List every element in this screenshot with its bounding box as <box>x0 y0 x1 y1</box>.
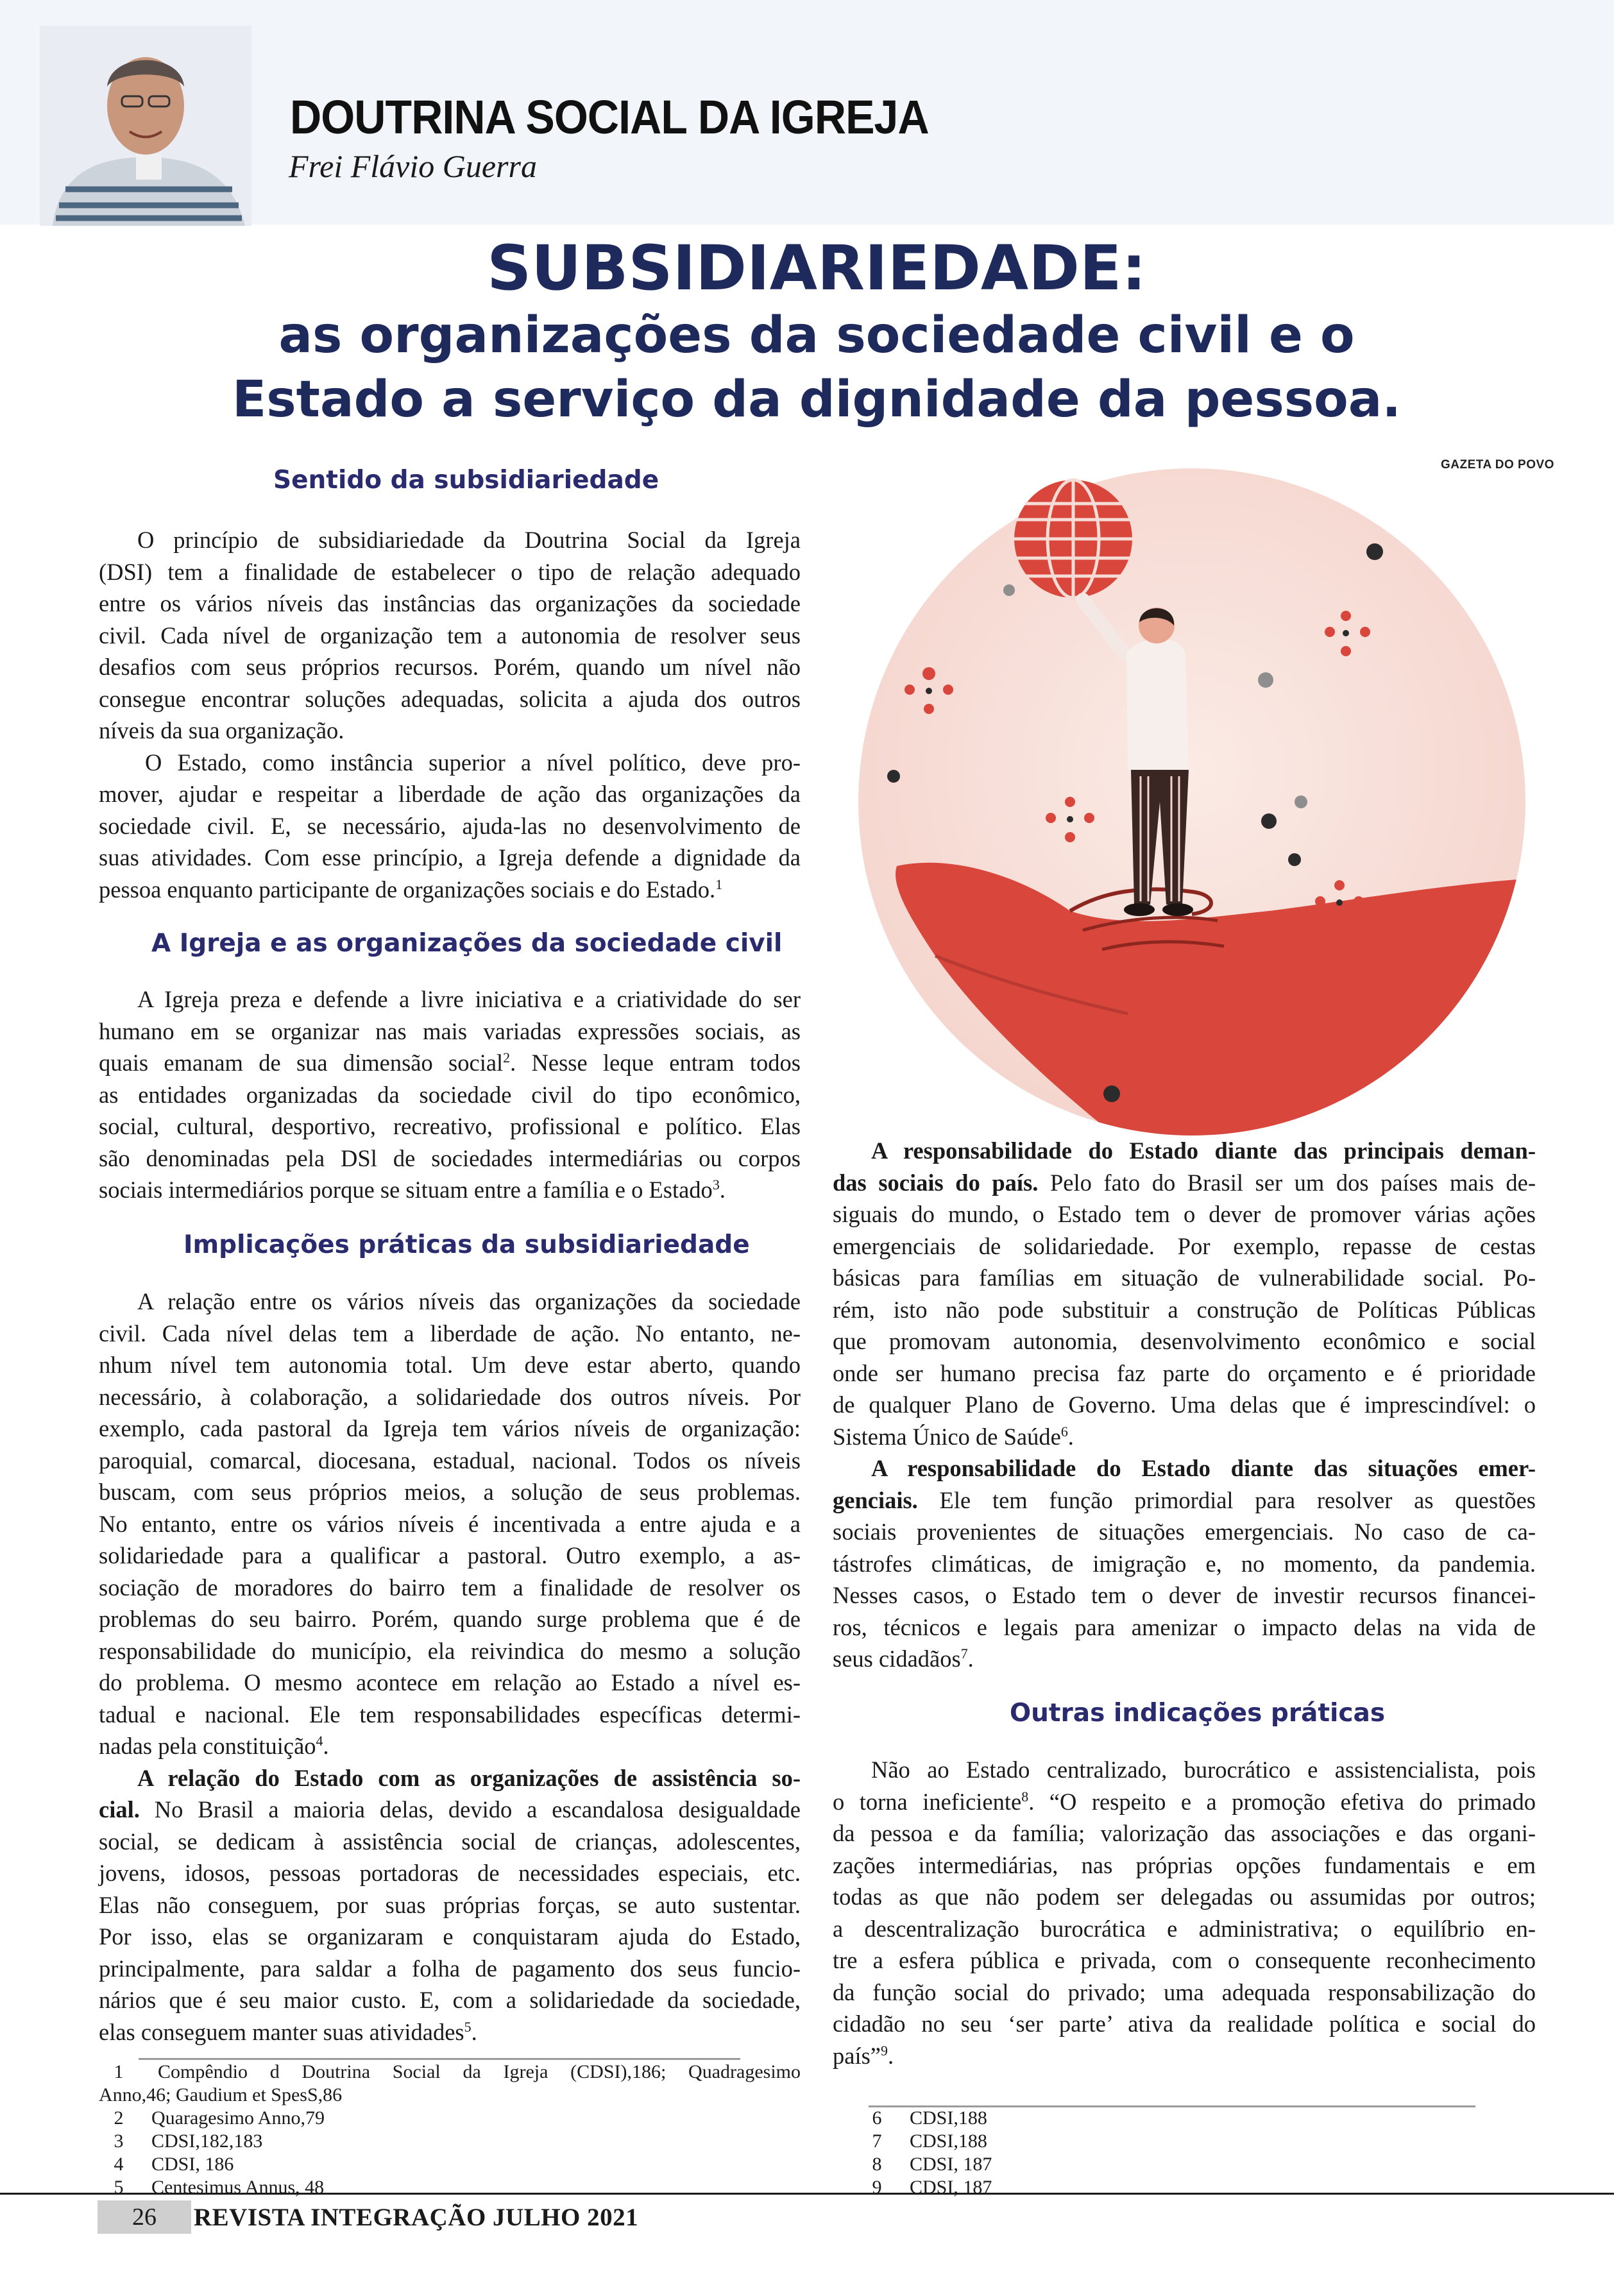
footnotes-left <box>99 2061 801 2199</box>
text-line: Elas não conseguem, por suas próprias forças, se auto sustentar. <box>99 1891 801 1918</box>
article-title: SUBSIDIARIEDADE: <box>487 232 1146 304</box>
text-line: A responsabilidade do Estado diante das principais deman- <box>871 1137 1536 1164</box>
footnote-item: 4 CDSI, 186 <box>114 2154 234 2175</box>
text-line: são denominadas pela DSl de sociedades intermediárias ou corpos <box>99 1144 801 1171</box>
text-line: entre os vários níveis das instâncias das organizações da sociedade <box>99 590 801 617</box>
footer-rule <box>0 2193 1614 2195</box>
footnote-ref: 2 <box>503 1049 511 1066</box>
footnote-item: 2 Quaragesimo Anno,79 <box>114 2107 325 2129</box>
text-line: emergenciais de solidariedade. Por exemplo, repasse de cestas <box>833 1232 1536 1259</box>
footnotes-right <box>857 2107 1242 2199</box>
text-line: cial. No Brasil a maioria delas, devido a escandalosa desigualdade <box>99 1796 801 1823</box>
text-line: O Estado, como instância superior a nível político, deve pro- <box>145 749 801 776</box>
text-line: da pessoa e da família; valorização das associações e das organi- <box>833 1820 1536 1846</box>
text-line: social, cultural, desportivo, recreativo, profissional e político. Elas <box>99 1113 801 1139</box>
text-line: das sociais do país. Pelo fato do Brasil ser um dos países mais de- <box>833 1169 1536 1196</box>
globe-hand-illustration <box>858 468 1525 1135</box>
footnote-item: 8 CDSI, 187 <box>872 2154 992 2175</box>
text-line: mover, ajudar e respeitar a liberdade de ação das organizações da <box>99 781 801 807</box>
text-line: O princípio de subsidiariedade da Doutrina Social da Igreja <box>137 527 801 553</box>
text-line: da função social do privado; uma adequada responsabilização do <box>833 1978 1536 2005</box>
footnote-item-cont: Anno,46; Gaudium et SpesS,86 <box>99 2084 343 2105</box>
text-line: sociais provenientes de situações emergenciais. No caso de ca- <box>833 1518 1536 1545</box>
page-number: 26 <box>132 2204 157 2231</box>
text-line: exemplo, cada pastoral da Igreja tem vários níveis de organização: <box>99 1415 801 1441</box>
paragraph-sentido-1 <box>99 524 801 905</box>
text-line: problemas do seu bairro. Porém, quando surge problema que é de <box>99 1606 801 1632</box>
article-subtitle-line-2: Estado a serviço da dignidade da pessoa. <box>232 371 1402 429</box>
footnote-ref: 1 <box>715 876 723 892</box>
text-line: seus cidadãos$^7$. <box>833 1645 974 1672</box>
text-line: principalmente, para saldar a folha de pagamento dos seus funcio- <box>99 1955 801 1982</box>
article-subtitle-line-1: as organizações da sociedade civil e o <box>278 307 1355 364</box>
text-line: siguais do mundo, o Estado tem o dever de promover várias ações <box>833 1201 1536 1227</box>
footnote-rule-left <box>139 2058 740 2060</box>
text-line: sociais intermediários porque se situam entre a família e o Estado$^3$. <box>99 1176 726 1203</box>
text-line: o torna ineficiente$^8$. “O respeito e a promoção efetiva do primado <box>833 1788 1536 1815</box>
text-line: A responsabilidade do Estado diante das situações emer- <box>871 1455 1536 1481</box>
text-line: No entanto, entre os vários níveis é incentivada a entre ajuda e a <box>99 1510 801 1537</box>
section-heading-implicacoes: Implicações práticas da subsidiariedade <box>183 1230 750 1259</box>
footnote-ref: 9 <box>881 2042 888 2059</box>
footnote-item: 9 CDSI, 187 <box>872 2177 992 2198</box>
text-line: ros, técnicos e legais para amenizar o impacto delas na vida de <box>833 1613 1536 1640</box>
text-line: de qualquer Plano de Governo. Uma delas que é imprescindível: o <box>833 1391 1536 1418</box>
text-line: genciais. Ele tem função primordial para resolver as questões <box>833 1486 1536 1513</box>
text-line: Por isso, elas se organizaram e conquistaram ajuda do Estado, <box>99 1923 801 1950</box>
text-line: tástrofes climáticas, de imigração e, no momento, da pandemia. <box>833 1550 1536 1577</box>
text-line: nhum nível tem autonomia total. Um deve estar aberto, quando <box>99 1352 801 1378</box>
text-line: nários que é seu maior custo. E, com a solidariedade da sociedade, <box>99 1987 801 2013</box>
text-line: A relação do Estado com as organizações de assistência so- <box>137 1764 801 1791</box>
footnote-item: 5 Centesimus Annus, 48 <box>114 2177 325 2198</box>
paragraph-igreja <box>99 983 801 1206</box>
footnote-ref: 4 <box>316 1732 323 1749</box>
text-line: (DSI) tem a finalidade de estabelecer o tipo de relação adequado <box>99 558 801 585</box>
footnote-ref: 6 <box>1060 1423 1068 1440</box>
text-line: níveis da sua organização. <box>99 717 344 744</box>
text-line: Sistema Único de Saúde$^6$. <box>833 1423 1074 1450</box>
text-line: quais emanam de sua dimensão social$^2$. Nesse leque entram todos <box>99 1049 801 1076</box>
text-line: paroquial, comarcal, diocesana, estadual, nacional. Todos os níveis <box>99 1447 801 1474</box>
text-line: Nesses casos, o Estado tem o dever de investir recursos financei- <box>833 1582 1536 1608</box>
text-line: as entidades organizadas da sociedade civil do tipo econômico, <box>99 1081 801 1108</box>
footnote-item: 3 CDSI,182,183 <box>114 2130 263 2152</box>
text-line: a descentralização burocrática e administrativa; o equilíbrio en- <box>833 1915 1536 1942</box>
text-line: cidadão no seu ‘ser parte’ ativa da realidade política e social do <box>833 2011 1536 2037</box>
text-line: responsabilidade do município, ela reivindica do mesmo a solução <box>99 1637 801 1664</box>
footnote-item: 6 CDSI,188 <box>872 2107 987 2129</box>
text-line: consegue encontrar soluções adequadas, solicita a ajuda dos outros <box>99 685 801 712</box>
text-line: civil. Cada nível de organização tem a autonomia de resolver seus <box>99 622 801 649</box>
column-author: Frei Flávio Guerra <box>289 148 537 184</box>
text-line: pessoa enquanto participante de organizações sociais e do Estado.$^1$ <box>99 876 723 903</box>
section-heading-igreja: A Igreja e as organizações da sociedade civil <box>151 929 783 958</box>
text-line: jovens, idosos, pessoas portadoras de necessidades especiais, etc. <box>99 1860 801 1886</box>
footnote-ref: 7 <box>960 1645 968 1662</box>
text-line: básicas para famílias em situação de vulnerabilidade social. Po- <box>833 1264 1536 1291</box>
text-line: desafios com seus próprios recursos. Porém, quando um nível não <box>99 654 801 680</box>
text-line: tre a esfera pública e privada, com o consequente reconhecimento <box>833 1947 1536 1973</box>
text-line: humano em se organizar nas mais variadas expressões sociais, as <box>99 1017 801 1044</box>
text-line: nadas pela constituição$^4$. <box>99 1732 329 1759</box>
text-line: sociedade civil. E, se necessário, ajuda-las no desenvolvimento de <box>99 812 801 839</box>
text-line: solidariedade para a qualificar a pastoral. Outro exemplo, a as- <box>99 1542 801 1569</box>
text-line: Não ao Estado centralizado, burocrático e assistencialista, pois <box>871 1756 1536 1783</box>
section-heading-sentido: Sentido da subsidiariedade <box>273 466 659 495</box>
footnote-item: 7 CDSI,188 <box>872 2130 987 2152</box>
paragraph-outras <box>833 1754 1536 2071</box>
text-line: que promovam autonomia, desenvolvimento econômico e social <box>833 1328 1536 1354</box>
text-line: civil. Cada nível delas tem a liberdade de ação. No entanto, ne- <box>99 1320 801 1347</box>
author-photo <box>40 26 251 226</box>
footnote-ref: 5 <box>464 2018 471 2035</box>
paragraph-responsabilidade-demandas <box>833 1135 1536 1675</box>
footnote-ref: 8 <box>1021 1788 1029 1805</box>
text-line: país”$^9$. <box>833 2042 894 2069</box>
text-line: onde ser humano precisa faz parte do orçamento e é prioridade <box>833 1359 1536 1386</box>
text-line: zações intermediárias, nas próprias opções fundamentais e em <box>833 1851 1536 1878</box>
text-line: sociação de moradores do bairro tem a finalidade de resolver os <box>99 1574 801 1601</box>
footnote-ref: 3 <box>712 1176 720 1193</box>
section-heading-outras: Outras indicações práticas <box>1010 1699 1386 1728</box>
text-line: todas as que não podem ser delegadas ou assumidas por outros; <box>833 1884 1536 1910</box>
text-line: A Igreja preza e defende a livre iniciativa e a criatividade do ser <box>137 986 801 1012</box>
text-line: suas atividades. Com esse princípio, a Igreja defende a dignidade da <box>99 844 801 871</box>
paragraph-implicacoes <box>99 1286 801 2048</box>
text-line: elas conseguem manter suas atividades$^5$. <box>99 2018 477 2045</box>
text-line: buscam, com seus próprios meios, a solução de seus problemas. <box>99 1479 801 1505</box>
text-line: do problema. O mesmo acontece em relação ao Estado a nível es- <box>99 1669 801 1696</box>
footer-publication: REVISTA INTEGRAÇÃO JULHO 2021 <box>194 2204 639 2231</box>
footnote-item: 1 Compêndio d Doutrina Social da Igreja (CDSI),186; Quadragesimo <box>114 2061 801 2082</box>
text-line: tadual e nacional. Ele tem responsabilidades específicas determi- <box>99 1701 801 1728</box>
text-line: social, se dedicam à assistência social de crianças, adolescentes, <box>99 1828 801 1855</box>
text-line: rém, isto não pode substituir a construção de Políticas Públicas <box>833 1296 1536 1323</box>
text-line: necessário, à colaboração, a solidariedade dos outros níveis. Por <box>99 1383 801 1410</box>
column-title: DOUTRINA SOCIAL DA IGREJA <box>290 90 929 144</box>
image-credit: GAZETA DO POVO <box>1441 458 1554 472</box>
text-line: A relação entre os vários níveis das organizações da sociedade <box>137 1288 801 1314</box>
